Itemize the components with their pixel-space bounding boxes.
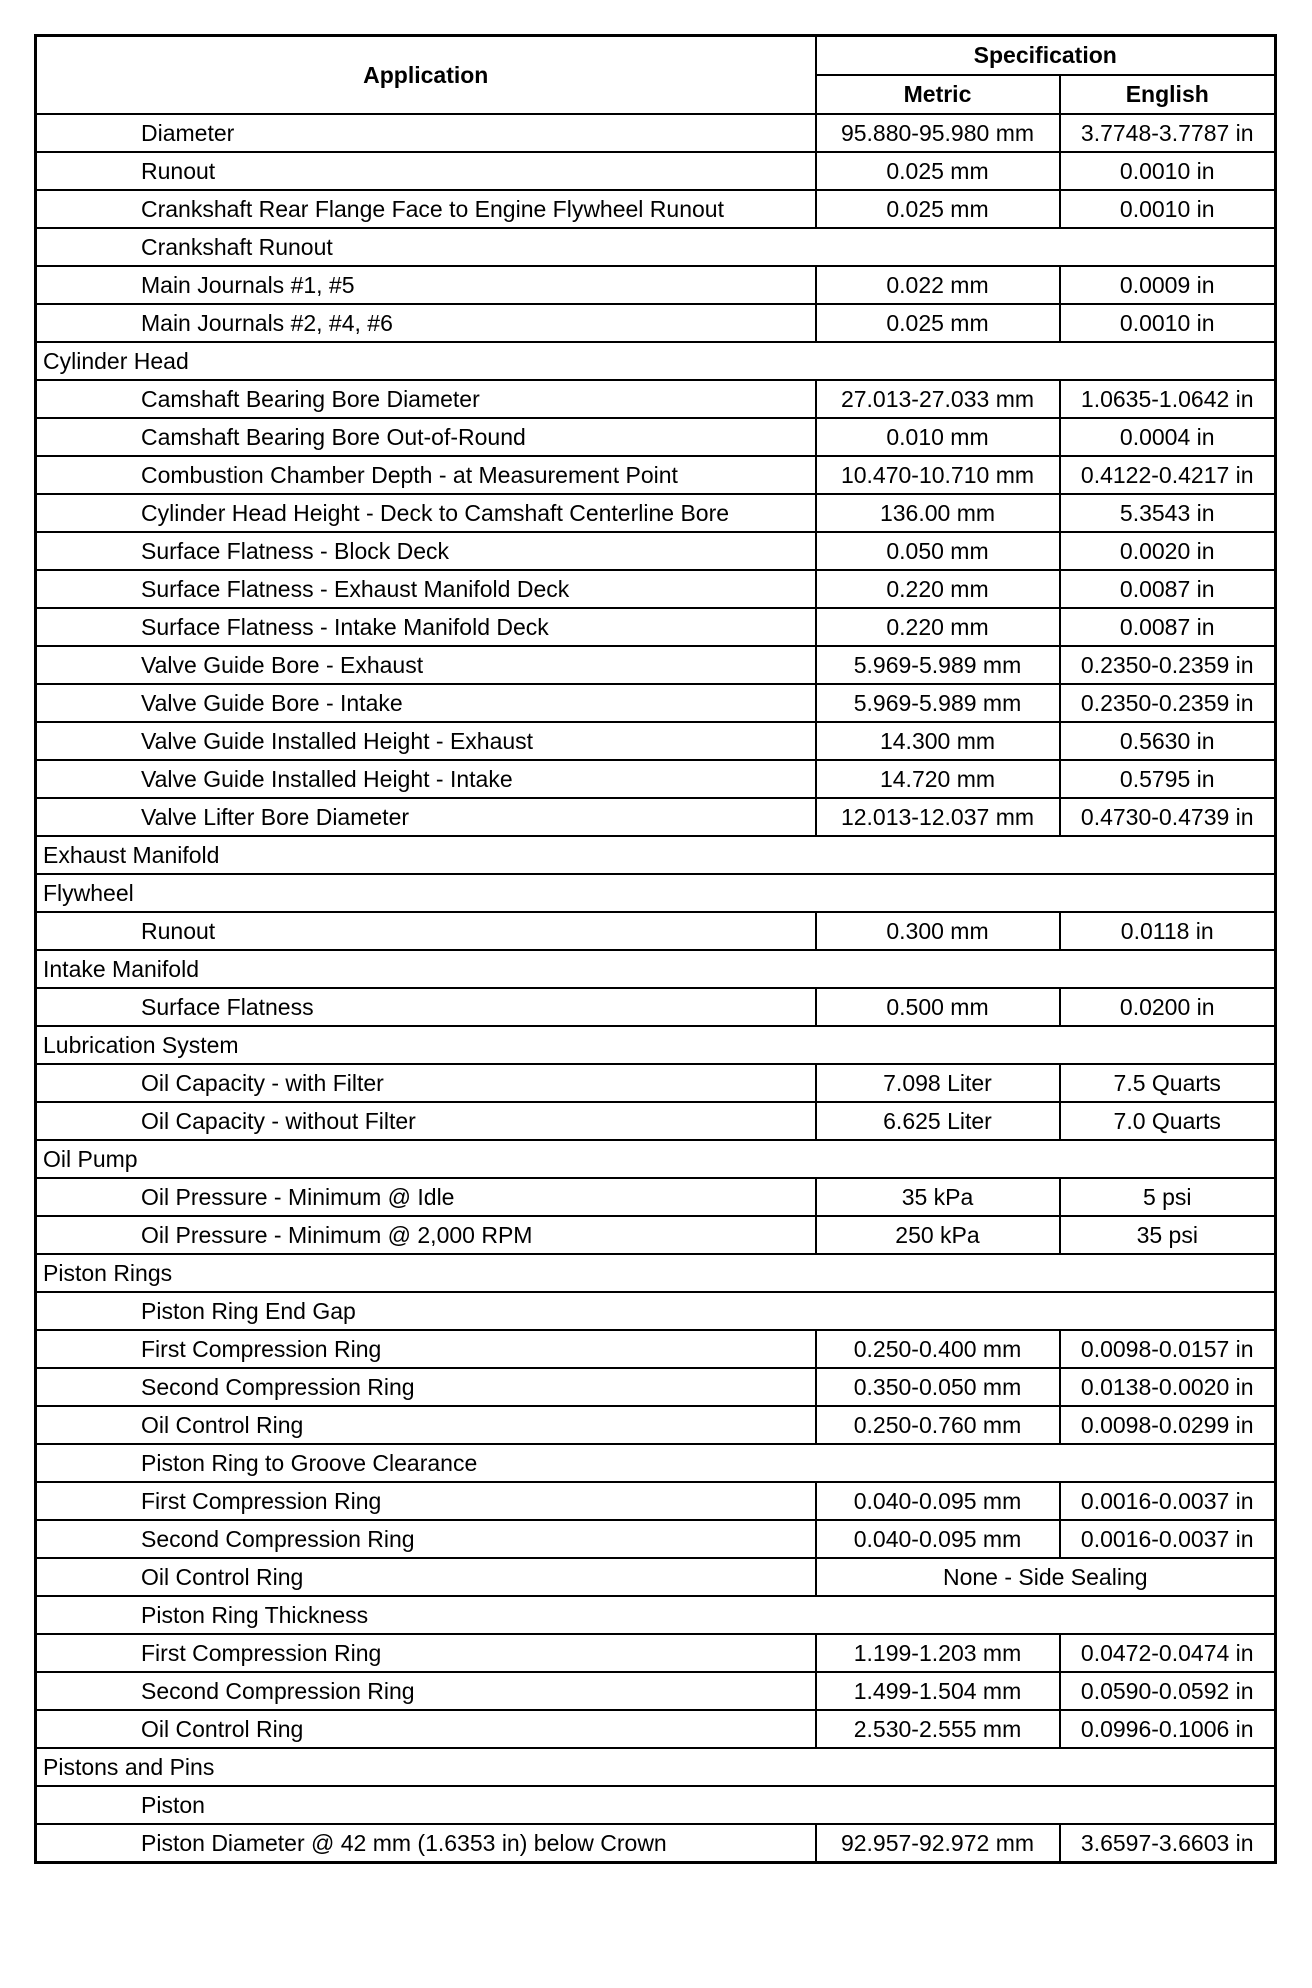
table-row	[36, 1102, 1276, 1140]
english-cell: 0.0004 in	[1060, 418, 1276, 456]
metric-cell: 0.025 mm	[816, 152, 1060, 190]
table-row	[36, 456, 1276, 494]
application-cell: Camshaft Bearing Bore Out-of-Round	[36, 418, 816, 456]
metric-cell: 1.199-1.203 mm	[816, 1634, 1060, 1672]
english-cell: 0.0016-0.0037 in	[1060, 1520, 1276, 1558]
subheading-row	[36, 228, 1276, 266]
application-cell: Oil Control Ring	[36, 1406, 816, 1444]
english-cell: 35 psi	[1060, 1216, 1276, 1254]
spec-value-cell: None - Side Sealing	[816, 1558, 1276, 1596]
application-cell: Oil Pressure - Minimum @ 2,000 RPM	[36, 1216, 816, 1254]
english-cell: 0.0016-0.0037 in	[1060, 1482, 1276, 1520]
application-cell: Oil Control Ring	[36, 1558, 816, 1596]
table-row	[36, 532, 1276, 570]
english-cell: 0.0472-0.0474 in	[1060, 1634, 1276, 1672]
table-row	[36, 418, 1276, 456]
table-row	[36, 1482, 1276, 1520]
table-row	[36, 646, 1276, 684]
category-row	[36, 1026, 1276, 1064]
metric-cell: 12.013-12.037 mm	[816, 798, 1060, 836]
application-cell: Valve Guide Installed Height - Intake	[36, 760, 816, 798]
metric-cell: 10.470-10.710 mm	[816, 456, 1060, 494]
application-cell: Oil Control Ring	[36, 1710, 816, 1748]
table-row	[36, 1406, 1276, 1444]
metric-cell: 7.098 Liter	[816, 1064, 1060, 1102]
metric-cell: 2.530-2.555 mm	[816, 1710, 1060, 1748]
english-cell: 0.0098-0.0299 in	[1060, 1406, 1276, 1444]
english-cell: 0.0590-0.0592 in	[1060, 1672, 1276, 1710]
subheading-row	[36, 1444, 1276, 1482]
table-row	[36, 1824, 1276, 1863]
category-row	[36, 1748, 1276, 1786]
table-row	[36, 684, 1276, 722]
metric-cell: 95.880-95.980 mm	[816, 114, 1060, 152]
english-cell: 0.0996-0.1006 in	[1060, 1710, 1276, 1748]
subheading-label: Piston Ring Thickness	[36, 1596, 1276, 1634]
application-cell: Main Journals #2, #4, #6	[36, 304, 816, 342]
application-cell: Oil Capacity - with Filter	[36, 1064, 816, 1102]
english-cell: 0.0087 in	[1060, 570, 1276, 608]
table-row	[36, 380, 1276, 418]
english-cell: 0.4730-0.4739 in	[1060, 798, 1276, 836]
table-row	[36, 1368, 1276, 1406]
subheading-label: Piston Ring End Gap	[36, 1292, 1276, 1330]
metric-cell: 0.220 mm	[816, 570, 1060, 608]
table-row	[36, 1558, 1276, 1596]
category-label: Cylinder Head	[36, 342, 1276, 380]
english-cell: 5 psi	[1060, 1178, 1276, 1216]
table-row	[36, 1178, 1276, 1216]
subheading-label: Piston	[36, 1786, 1276, 1824]
application-cell: Surface Flatness	[36, 988, 816, 1026]
english-cell: 0.0010 in	[1060, 304, 1276, 342]
application-cell: Crankshaft Rear Flange Face to Engine Flywheel Runout	[36, 190, 816, 228]
metric-cell: 14.300 mm	[816, 722, 1060, 760]
application-cell: Cylinder Head Height - Deck to Camshaft Centerline Bore	[36, 494, 816, 532]
subheading-row	[36, 1596, 1276, 1634]
category-row	[36, 836, 1276, 874]
table-row	[36, 570, 1276, 608]
subheading-label: Crankshaft Runout	[36, 228, 1276, 266]
spec-body	[36, 114, 1276, 1863]
metric-cell: 27.013-27.033 mm	[816, 380, 1060, 418]
table-row	[36, 304, 1276, 342]
category-label: Exhaust Manifold	[36, 836, 1276, 874]
english-header: English	[1060, 75, 1276, 114]
table-row	[36, 1634, 1276, 1672]
table-row	[36, 1216, 1276, 1254]
table-row	[36, 1520, 1276, 1558]
metric-cell: 0.040-0.095 mm	[816, 1482, 1060, 1520]
english-cell: 1.0635-1.0642 in	[1060, 380, 1276, 418]
metric-cell: 0.010 mm	[816, 418, 1060, 456]
application-cell: Valve Guide Bore - Intake	[36, 684, 816, 722]
metric-cell: 0.300 mm	[816, 912, 1060, 950]
application-cell: Second Compression Ring	[36, 1672, 816, 1710]
application-cell: Surface Flatness - Intake Manifold Deck	[36, 608, 816, 646]
table-row	[36, 988, 1276, 1026]
application-cell: First Compression Ring	[36, 1634, 816, 1672]
english-cell: 0.4122-0.4217 in	[1060, 456, 1276, 494]
application-cell: Second Compression Ring	[36, 1368, 816, 1406]
subheading-row	[36, 1292, 1276, 1330]
english-cell: 0.0098-0.0157 in	[1060, 1330, 1276, 1368]
metric-cell: 0.040-0.095 mm	[816, 1520, 1060, 1558]
metric-cell: 0.250-0.400 mm	[816, 1330, 1060, 1368]
application-cell: First Compression Ring	[36, 1330, 816, 1368]
english-cell: 3.7748-3.7787 in	[1060, 114, 1276, 152]
metric-cell: 0.350-0.050 mm	[816, 1368, 1060, 1406]
metric-cell: 6.625 Liter	[816, 1102, 1060, 1140]
category-label: Flywheel	[36, 874, 1276, 912]
metric-cell: 0.250-0.760 mm	[816, 1406, 1060, 1444]
table-row	[36, 1672, 1276, 1710]
application-cell: Diameter	[36, 114, 816, 152]
english-cell: 0.5630 in	[1060, 722, 1276, 760]
application-cell: Surface Flatness - Block Deck	[36, 532, 816, 570]
category-label: Pistons and Pins	[36, 1748, 1276, 1786]
table-row	[36, 1710, 1276, 1748]
metric-cell: 0.050 mm	[816, 532, 1060, 570]
category-label: Oil Pump	[36, 1140, 1276, 1178]
application-cell: Surface Flatness - Exhaust Manifold Deck	[36, 570, 816, 608]
subheading-label: Piston Ring to Groove Clearance	[36, 1444, 1276, 1482]
metric-cell: 250 kPa	[816, 1216, 1060, 1254]
application-cell: Runout	[36, 152, 816, 190]
application-cell: Valve Lifter Bore Diameter	[36, 798, 816, 836]
category-row	[36, 1254, 1276, 1292]
english-cell: 0.2350-0.2359 in	[1060, 646, 1276, 684]
english-cell: 7.0 Quarts	[1060, 1102, 1276, 1140]
application-cell: First Compression Ring	[36, 1482, 816, 1520]
metric-cell: 0.220 mm	[816, 608, 1060, 646]
table-row	[36, 912, 1276, 950]
english-cell: 0.0138-0.0020 in	[1060, 1368, 1276, 1406]
english-cell: 3.6597-3.6603 in	[1060, 1824, 1276, 1863]
category-label: Piston Rings	[36, 1254, 1276, 1292]
english-cell: 0.0010 in	[1060, 152, 1276, 190]
english-cell: 0.0020 in	[1060, 532, 1276, 570]
metric-cell: 136.00 mm	[816, 494, 1060, 532]
specification-header: Specification	[816, 36, 1276, 76]
table-row	[36, 266, 1276, 304]
metric-cell: 5.969-5.989 mm	[816, 646, 1060, 684]
english-cell: 0.2350-0.2359 in	[1060, 684, 1276, 722]
category-label: Intake Manifold	[36, 950, 1276, 988]
english-cell: 0.0009 in	[1060, 266, 1276, 304]
metric-cell: 0.025 mm	[816, 190, 1060, 228]
spec-table	[34, 34, 1277, 1864]
table-row	[36, 190, 1276, 228]
category-label: Lubrication System	[36, 1026, 1276, 1064]
table-row	[36, 152, 1276, 190]
table-row	[36, 608, 1276, 646]
application-cell: Runout	[36, 912, 816, 950]
table-row	[36, 722, 1276, 760]
english-cell: 0.0118 in	[1060, 912, 1276, 950]
table-row	[36, 494, 1276, 532]
application-cell: Combustion Chamber Depth - at Measurement Point	[36, 456, 816, 494]
metric-cell: 35 kPa	[816, 1178, 1060, 1216]
metric-cell: 92.957-92.972 mm	[816, 1824, 1060, 1863]
english-cell: 7.5 Quarts	[1060, 1064, 1276, 1102]
metric-cell: 5.969-5.989 mm	[816, 684, 1060, 722]
application-cell: Oil Pressure - Minimum @ Idle	[36, 1178, 816, 1216]
application-cell: Valve Guide Installed Height - Exhaust	[36, 722, 816, 760]
english-cell: 0.5795 in	[1060, 760, 1276, 798]
application-header: Application	[36, 36, 816, 115]
application-cell: Second Compression Ring	[36, 1520, 816, 1558]
english-cell: 0.0200 in	[1060, 988, 1276, 1026]
table-row	[36, 114, 1276, 152]
application-cell: Main Journals #1, #5	[36, 266, 816, 304]
application-cell: Camshaft Bearing Bore Diameter	[36, 380, 816, 418]
category-row	[36, 342, 1276, 380]
application-cell: Piston Diameter @ 42 mm (1.6353 in) below Crown	[36, 1824, 816, 1863]
metric-cell: 14.720 mm	[816, 760, 1060, 798]
english-cell: 0.0010 in	[1060, 190, 1276, 228]
category-row	[36, 950, 1276, 988]
metric-cell: 0.025 mm	[816, 304, 1060, 342]
application-cell: Oil Capacity - without Filter	[36, 1102, 816, 1140]
table-row	[36, 1064, 1276, 1102]
table-row	[36, 1330, 1276, 1368]
application-cell: Valve Guide Bore - Exhaust	[36, 646, 816, 684]
metric-cell: 0.500 mm	[816, 988, 1060, 1026]
english-cell: 0.0087 in	[1060, 608, 1276, 646]
english-cell: 5.3543 in	[1060, 494, 1276, 532]
subheading-row	[36, 1786, 1276, 1824]
table-row	[36, 760, 1276, 798]
metric-cell: 0.022 mm	[816, 266, 1060, 304]
header-row	[36, 36, 1276, 76]
metric-cell: 1.499-1.504 mm	[816, 1672, 1060, 1710]
category-row	[36, 874, 1276, 912]
category-row	[36, 1140, 1276, 1178]
table-row	[36, 798, 1276, 836]
metric-header: Metric	[816, 75, 1060, 114]
